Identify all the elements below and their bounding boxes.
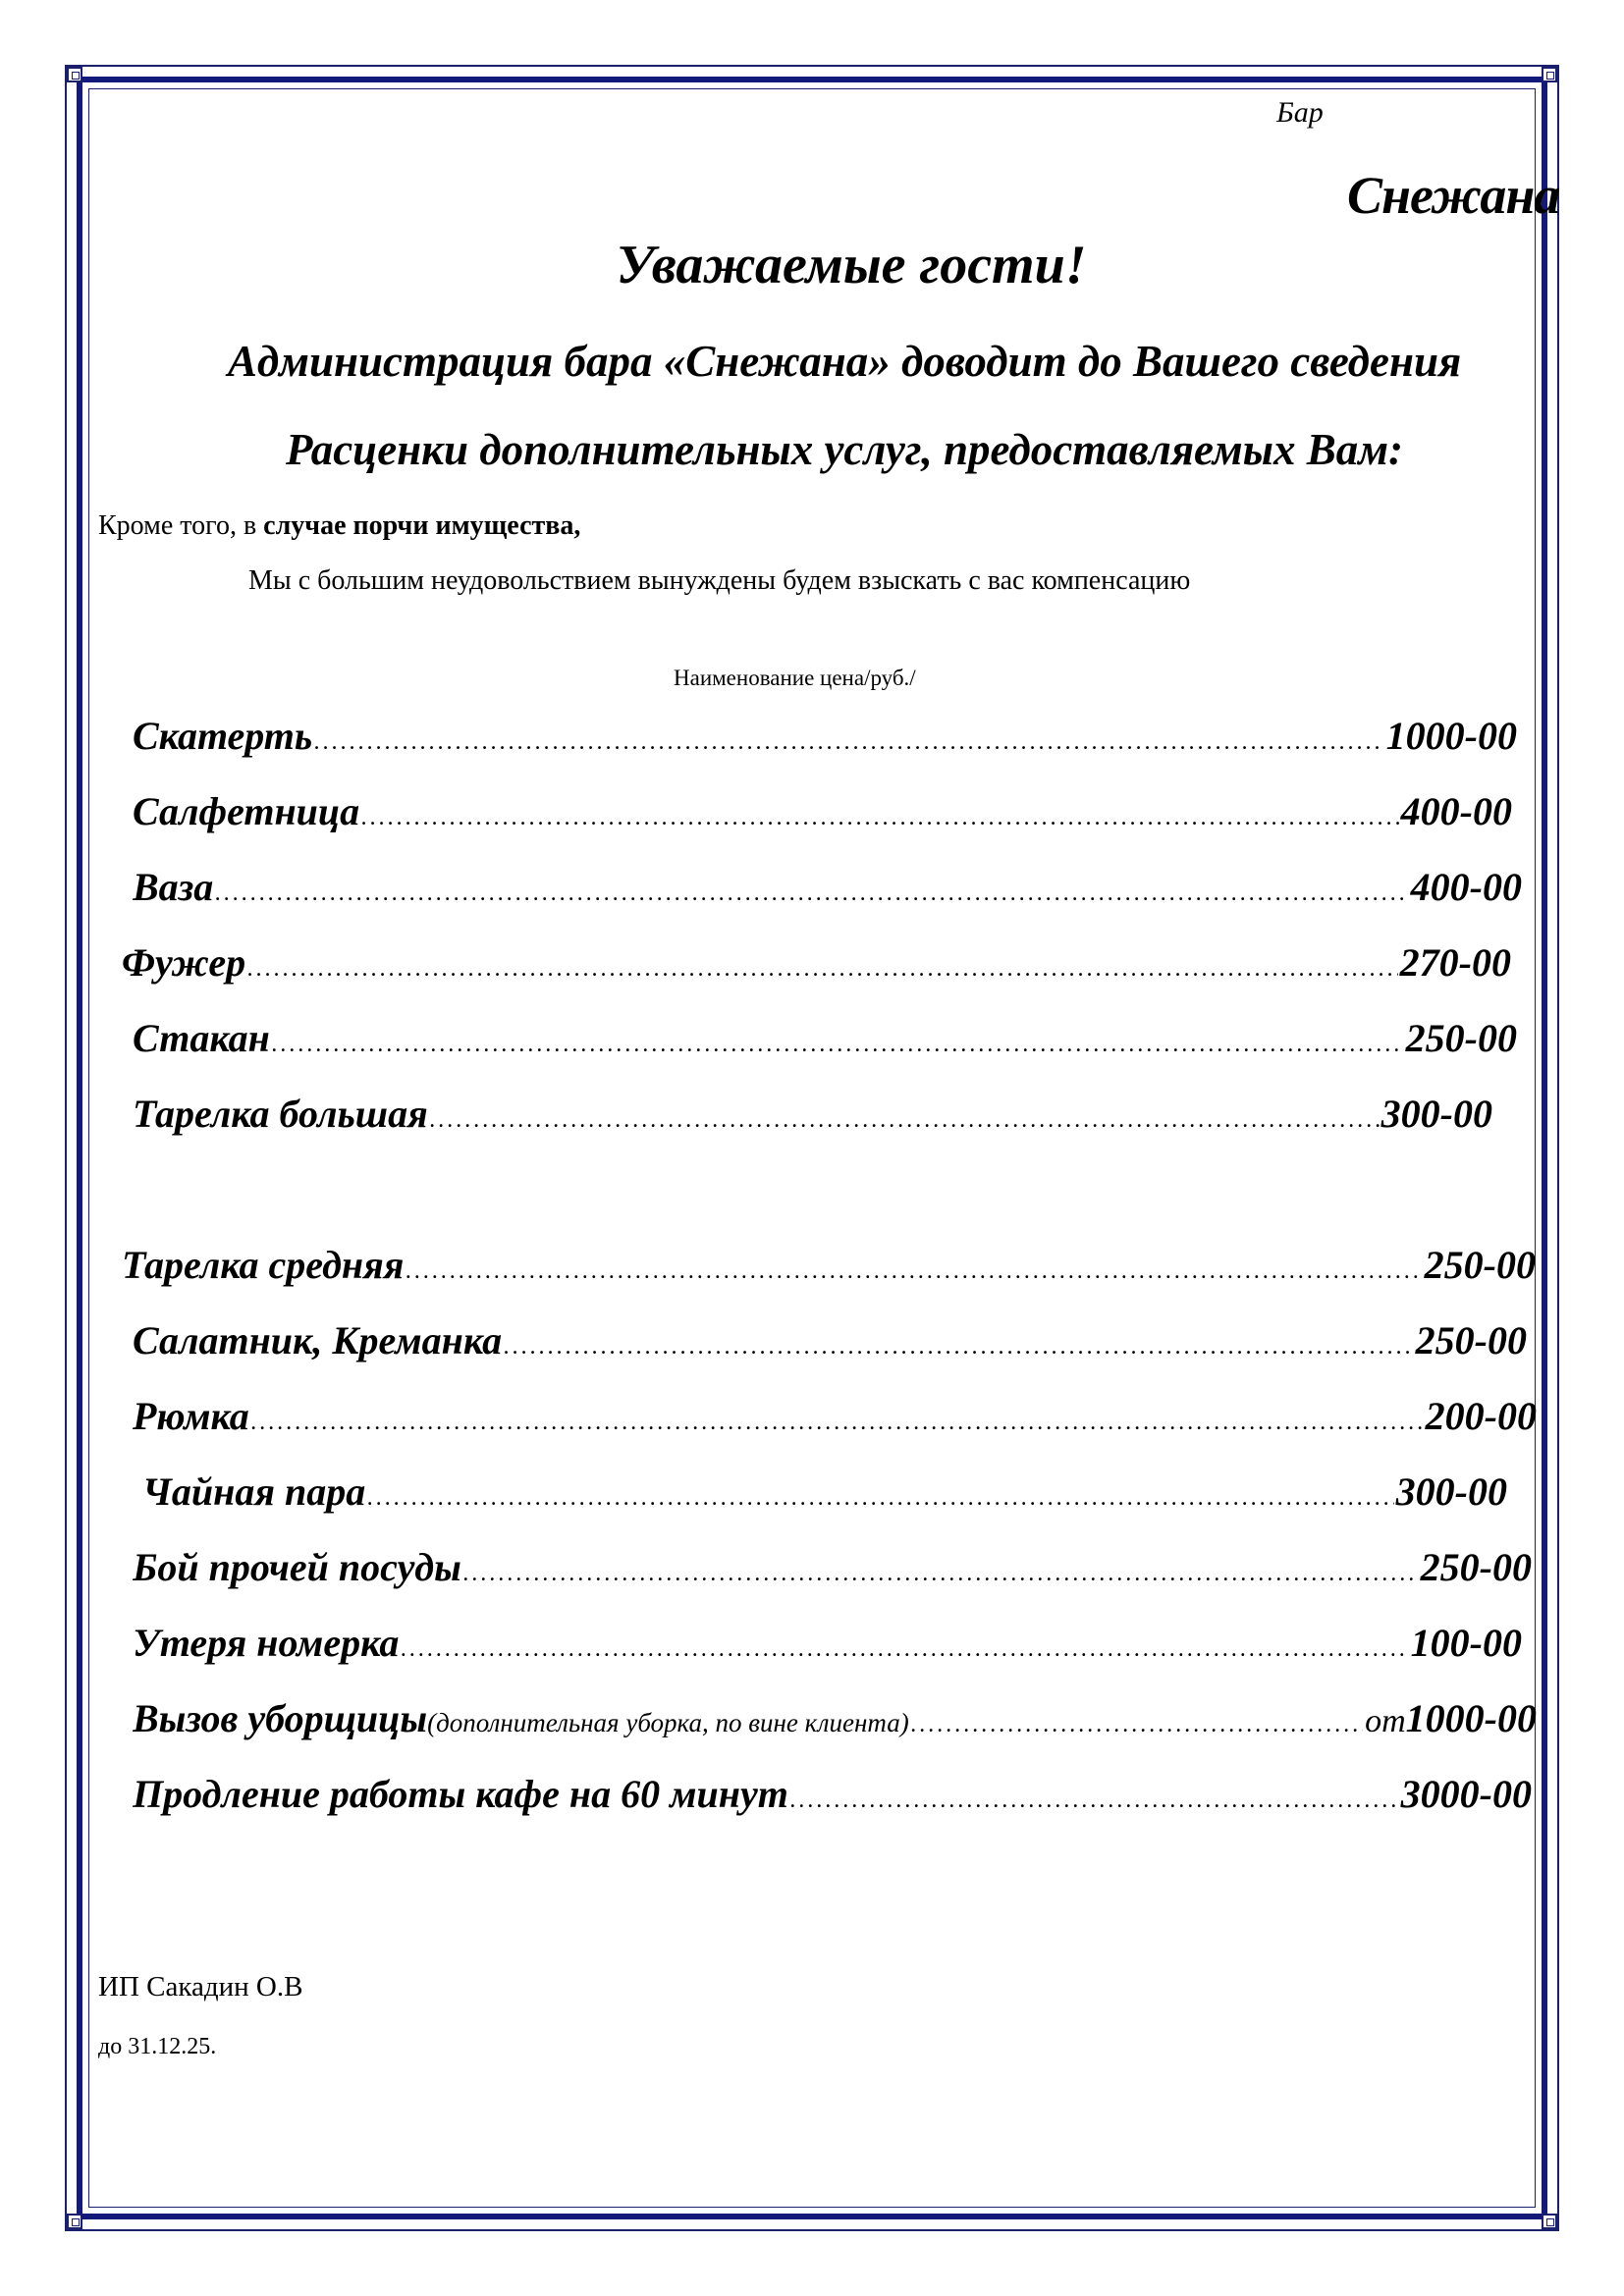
dot-leader <box>790 1788 1399 1814</box>
price-row <box>133 713 1517 759</box>
item-price: 400-00 <box>1410 865 1522 909</box>
price-prefix: от <box>1365 1703 1406 1739</box>
valid-until: до 31.12.25. <box>98 2034 217 2059</box>
price-row <box>122 939 1511 986</box>
item-price: 200-00 <box>1425 1394 1537 1438</box>
item-price: 250-00 <box>1424 1243 1536 1287</box>
page-title: Уважаемые гости! <box>616 235 1087 295</box>
price-row <box>133 1771 1532 1817</box>
frame-corner-ornament <box>67 2214 82 2229</box>
item-name: Ваза <box>133 865 214 909</box>
damage-notice-prefix: Кроме того, в <box>98 510 264 541</box>
price-row <box>133 1393 1537 1439</box>
item-name: Салатник, Креманка <box>133 1318 503 1362</box>
dot-leader <box>361 805 1399 831</box>
dot-leader <box>251 1410 1424 1436</box>
damage-notice <box>98 510 580 542</box>
dot-leader <box>911 1712 1363 1738</box>
signature: ИП Сакадин О.В <box>98 1971 303 2002</box>
price-row <box>122 1242 1536 1288</box>
dot-leader <box>430 1107 1380 1134</box>
item-name: Фужер <box>122 940 246 985</box>
item-price: 300-00 <box>1395 1469 1507 1514</box>
item-name: Рюмка <box>133 1394 249 1438</box>
item-price: 1000-00 <box>1385 714 1517 758</box>
item-price: 3000-00 <box>1400 1772 1532 1816</box>
subtitle-administration: Администрация бара «Снежана» доводит до Вашего сведения <box>227 337 1462 386</box>
price-row <box>133 1695 1537 1741</box>
item-name: Утеря номерка <box>133 1621 400 1665</box>
item-name: Тарелка средняя <box>122 1243 405 1287</box>
dot-leader <box>215 881 1408 907</box>
dot-leader <box>247 956 1398 983</box>
item-price: 250-00 <box>1415 1318 1527 1362</box>
item-price: 300-00 <box>1380 1092 1492 1136</box>
item-price: 250-00 <box>1405 1016 1517 1060</box>
item-name: Продление работы кафе на 60 минут <box>133 1772 788 1816</box>
frame-corner-ornament <box>67 67 82 82</box>
item-price: 1000-00 <box>1405 1696 1537 1740</box>
item-price: 270-00 <box>1399 940 1511 985</box>
dot-leader <box>367 1485 1393 1512</box>
item-price: 400-00 <box>1400 789 1512 833</box>
price-row <box>133 1015 1517 1061</box>
price-row <box>133 1317 1527 1363</box>
bar-logo: Снежана <box>1347 166 1560 225</box>
item-name: Тарелка большая <box>133 1092 428 1136</box>
price-row <box>133 1620 1522 1666</box>
column-header: Наименование цена/руб./ <box>674 666 916 690</box>
subtitle-prices: Расценки дополнительных услуг, предоставляемых Вам: <box>285 425 1404 474</box>
price-row <box>133 788 1512 834</box>
compensation-notice: Мы с большим неудовольствием вынуждены будем взыскать с вас компенсацию <box>248 565 1191 596</box>
dot-leader <box>406 1258 1422 1285</box>
dot-leader <box>463 1561 1419 1587</box>
item-name: Бой прочей посуды <box>133 1545 461 1589</box>
item-name: Стакан <box>133 1016 270 1060</box>
price-row <box>133 864 1522 910</box>
frame-corner-ornament <box>1542 67 1557 82</box>
item-name: Салфетница <box>133 789 360 833</box>
item-price: 100-00 <box>1410 1621 1522 1665</box>
item-name: Вызов уборщицы <box>133 1696 428 1740</box>
frame-corner-ornament <box>1542 2214 1557 2229</box>
item-price: 250-00 <box>1420 1545 1532 1589</box>
dot-leader <box>314 729 1384 756</box>
item-name: Чайная пара <box>142 1469 366 1514</box>
price-row <box>142 1468 1507 1515</box>
bar-label: Бар <box>1276 96 1324 129</box>
page-frame-inner <box>88 88 1536 2208</box>
price-row <box>133 1091 1492 1137</box>
item-note: (дополнительная уборка, по вине клиента) <box>427 1708 909 1737</box>
damage-notice-bold: случае порчи имущества, <box>263 510 581 541</box>
dot-leader <box>504 1334 1414 1361</box>
dot-leader <box>401 1636 1408 1663</box>
item-name: Скатерть <box>133 714 313 758</box>
price-row <box>133 1544 1532 1590</box>
dot-leader <box>272 1032 1404 1058</box>
